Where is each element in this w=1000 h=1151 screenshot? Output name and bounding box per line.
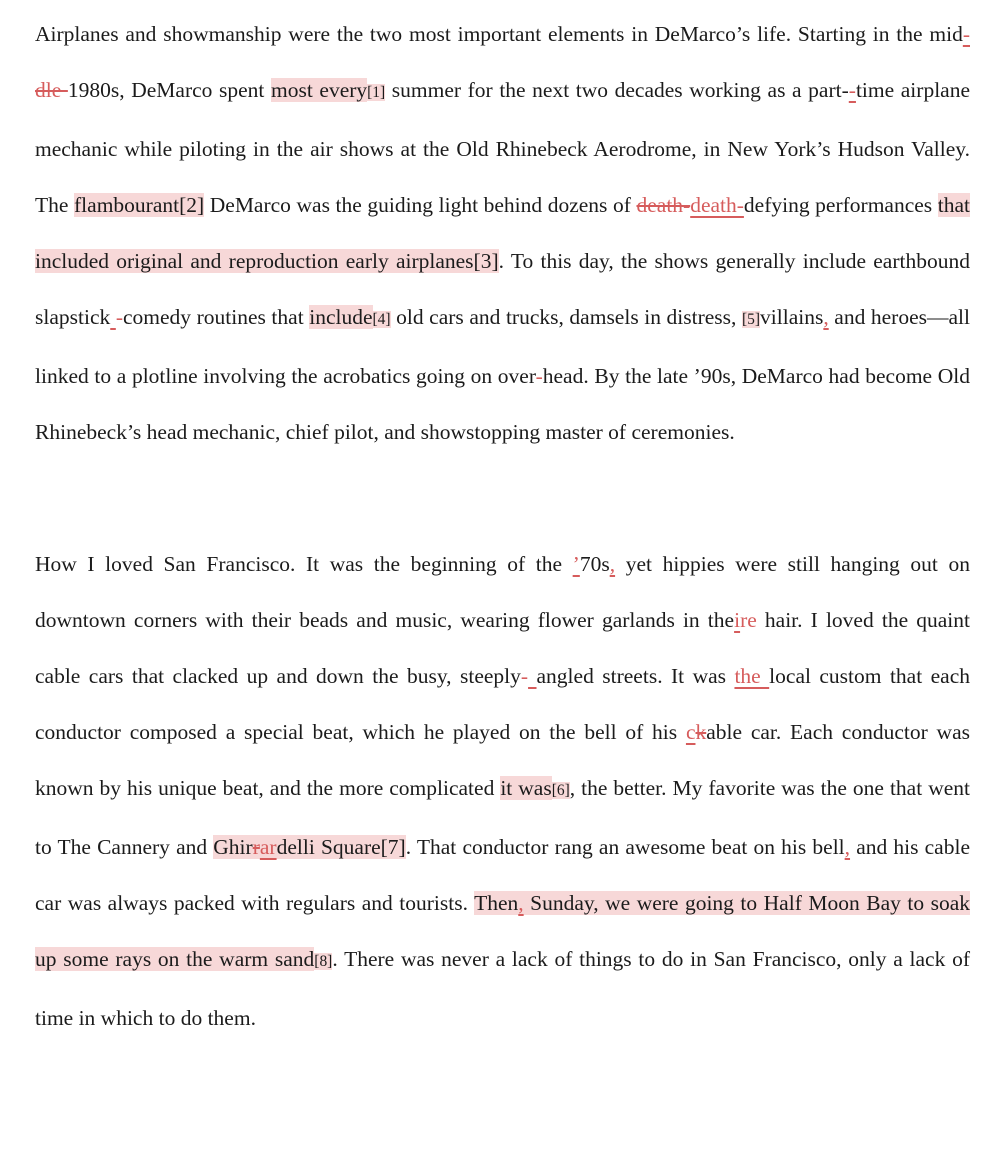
comment-ref: [5]: [741, 311, 761, 328]
paragraph: [35, 536, 970, 1046]
text-run: it was: [500, 776, 552, 800]
text-run: hair. I loved the quaint cable cars that clacked up and down the busy, steeply: [35, 608, 970, 688]
text-run: -: [520, 664, 529, 688]
text-run: . There was never a lack of things to do in San Francisco, only a lack of time in which to do them.: [35, 947, 970, 1030]
text-run: . That conductor rang an awesome beat on his bell: [405, 835, 845, 859]
text-run: re: [740, 608, 757, 632]
text-run: [528, 664, 536, 688]
text-run: DeMarco was the guiding light behind dozens of: [204, 193, 637, 217]
text-run: and his cable car was always packed with regulars and tourists.: [35, 835, 970, 915]
text-run: r: [252, 835, 260, 859]
text-run: comedy routines that: [122, 305, 310, 329]
text-run: -: [115, 305, 123, 329]
text-run: the: [734, 664, 770, 688]
comment-ref: [1]: [367, 84, 386, 101]
text-run: . To this day, the shows generally include earthbound slapstick: [35, 249, 970, 329]
text-run: angled streets. It was: [536, 664, 735, 688]
text-run: flambourant[2]: [74, 193, 205, 217]
text-run: summer for the next two decades working as a part: [385, 78, 842, 102]
text-run: and heroes—all linked to a plotline involving the acrobatics going on over: [35, 305, 970, 388]
text-run: i: [734, 608, 741, 632]
text-run: that included original and reproduction early airplanes[3]: [35, 193, 970, 273]
text-run: ar: [259, 835, 277, 859]
text-run: old cars and trucks, damsels in distress,: [390, 305, 742, 329]
text-run: -: [962, 22, 970, 46]
text-run: How I loved San Francisco. It was the beginning of the: [35, 552, 573, 576]
paragraph: [35, 6, 970, 460]
text-run: most every: [270, 78, 368, 102]
text-run: able car. Each conductor was known by his unique beat, and the more complicated: [35, 720, 970, 800]
text-run: ,: [609, 552, 616, 576]
text-run: delli Square[7]: [276, 835, 406, 859]
text-run: dle: [35, 78, 68, 102]
text-run: death-: [636, 193, 691, 217]
text-run: death-: [690, 193, 744, 217]
comment-ref: [8]: [314, 953, 333, 970]
comment-ref: [6]: [551, 782, 570, 799]
text-run: -: [841, 78, 849, 102]
text-run: ,: [518, 891, 524, 915]
text-run: 1980s, DeMarco spent: [67, 78, 271, 102]
text-run: Airplanes and showmanship were the two most important elements in DeMarco’s life. Starting in the mid: [35, 22, 963, 46]
text-run: -: [848, 78, 856, 102]
comment-ref: [4]: [372, 311, 391, 328]
text-run: time airplane mechanic while piloting in the air shows at the Old Rhinebeck Aerodrome, in New York’s Hudson Valley. The: [35, 78, 970, 217]
text-run: Sunday, we were going to Half Moon Bay to soak up some rays on the warm sand: [35, 891, 970, 971]
text-run: k: [695, 720, 707, 744]
text-run: , the better. My favorite was the one that went to The Cannery and: [35, 776, 970, 859]
text-run: local custom that each conductor composed a special beat, which he played on the bell of his: [35, 664, 970, 744]
text-run: include: [309, 305, 373, 329]
text-run: Then: [474, 891, 519, 915]
text-run: ,: [823, 305, 829, 329]
text-run: c: [685, 720, 696, 744]
text-run: ,: [844, 835, 851, 859]
text-run: ’: [572, 552, 580, 576]
text-run: defying performances: [743, 193, 938, 217]
text-run: 70s: [579, 552, 610, 576]
text-run: villains: [760, 305, 824, 329]
text-run: -: [535, 364, 543, 388]
text-run: yet hippies were still hanging out on downtown corners with their beads and music, wearing flower garlands in the: [35, 552, 970, 632]
text-run: Ghir: [213, 835, 253, 859]
text-run: head. By the late ’90s, DeMarco had become Old Rhinebeck’s head mechanic, chief pilot, and showstopping master of ceremonies.: [35, 364, 970, 444]
